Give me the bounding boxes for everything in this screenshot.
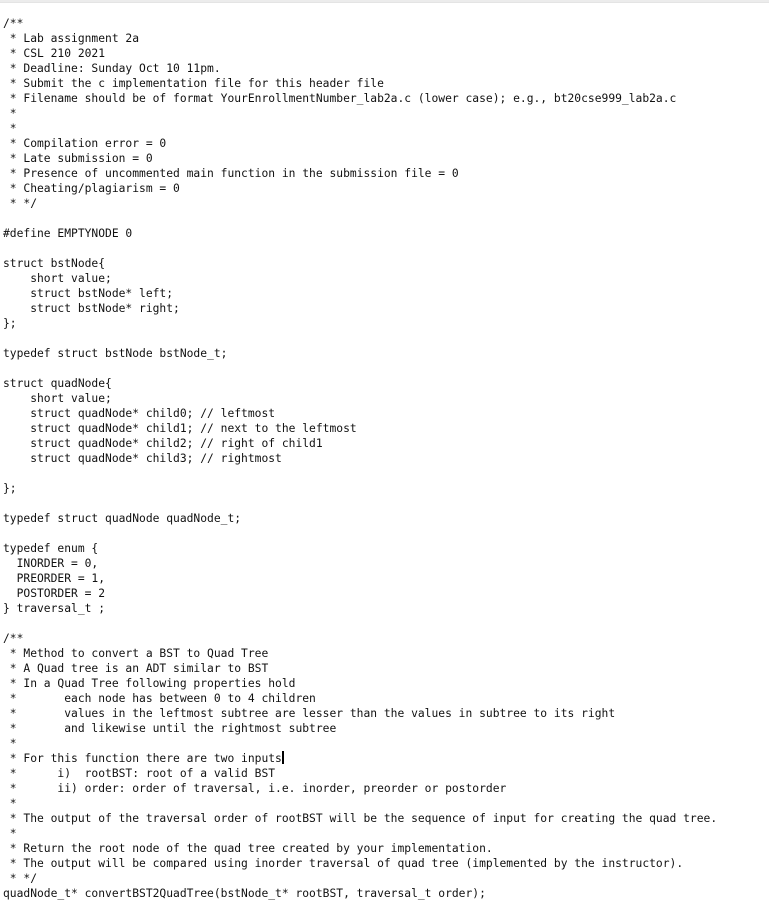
code-line[interactable] xyxy=(3,661,767,676)
code-line-text: PREORDER = 1, xyxy=(3,572,106,585)
code-line-text: struct quadNode{ xyxy=(3,377,112,390)
code-line[interactable] xyxy=(3,391,767,406)
code-line[interactable] xyxy=(3,601,767,616)
code-line-text: * ii) order: order of traversal, i.e. inorder, preorder or postorder xyxy=(3,782,507,795)
code-line-text: quadNode_t* convertBST2QuadTree(bstNode_t* rootBST, traversal_t order); xyxy=(3,887,486,900)
code-line[interactable] xyxy=(3,76,767,91)
code-line[interactable] xyxy=(3,751,767,766)
code-line[interactable] xyxy=(3,346,767,361)
code-line-text: #define EMPTYNODE 0 xyxy=(3,227,133,240)
code-line-text: typedef enum { xyxy=(3,542,99,555)
code-line[interactable] xyxy=(3,691,767,706)
code-line-text: typedef struct quadNode quadNode_t; xyxy=(3,512,242,525)
code-line-text: struct bstNode* left; xyxy=(3,287,174,300)
code-line-text: * xyxy=(3,107,17,120)
code-line-text: * Cheating/plagiarism = 0 xyxy=(3,182,180,195)
code-line-text: }; xyxy=(3,317,17,330)
code-line[interactable] xyxy=(3,166,767,181)
code-line[interactable] xyxy=(3,61,767,76)
code-line-text: }; xyxy=(3,482,17,495)
code-line-text: * Return the root node of the quad tree created by your implementation. xyxy=(3,842,493,855)
code-line[interactable] xyxy=(3,241,767,256)
code-line[interactable] xyxy=(3,16,767,31)
code-line-text: * Deadline: Sunday Oct 10 11pm. xyxy=(3,62,221,75)
code-line[interactable] xyxy=(3,886,767,901)
code-line[interactable] xyxy=(3,571,767,586)
code-line[interactable] xyxy=(3,526,767,541)
code-line-text: * Submit the c implementation file for this header file xyxy=(3,77,384,90)
code-line[interactable] xyxy=(3,316,767,331)
code-line[interactable] xyxy=(3,361,767,376)
code-line-text: struct bstNode* right; xyxy=(3,302,180,315)
code-line[interactable] xyxy=(3,811,767,826)
code-line[interactable] xyxy=(3,646,767,661)
code-line-text: * A Quad tree is an ADT similar to BST xyxy=(3,662,269,675)
code-line-text: * */ xyxy=(3,197,38,210)
code-line-text: * xyxy=(3,827,17,840)
code-line[interactable] xyxy=(3,541,767,556)
code-line[interactable] xyxy=(3,286,767,301)
code-line-text: struct quadNode* child3; // rightmost xyxy=(3,452,282,465)
code-line-text: INORDER = 0, xyxy=(3,557,99,570)
code-line[interactable] xyxy=(3,781,767,796)
code-line[interactable] xyxy=(3,616,767,631)
code-line-text: * The output of the traversal order of rootBST will be the sequence of input for creating the quad tree. xyxy=(3,812,718,825)
code-line[interactable] xyxy=(3,466,767,481)
code-line[interactable] xyxy=(3,556,767,571)
code-line[interactable] xyxy=(3,706,767,721)
code-line-text: short value; xyxy=(3,272,112,285)
code-line-text: /** xyxy=(3,632,24,645)
code-line[interactable] xyxy=(3,331,767,346)
code-line[interactable] xyxy=(3,106,767,121)
code-line-text: * Lab assignment 2a xyxy=(3,32,140,45)
code-line[interactable] xyxy=(3,586,767,601)
code-line-text: * */ xyxy=(3,872,38,885)
code-line-text: * For this function there are two inputs xyxy=(3,752,282,765)
code-line-text: * Compilation error = 0 xyxy=(3,137,167,150)
code-line-text: * The output will be compared using inorder traversal of quad tree (implemented by the instructor). xyxy=(3,857,684,870)
code-line-text: * xyxy=(3,797,17,810)
code-line[interactable] xyxy=(3,676,767,691)
code-line-text: * xyxy=(3,122,17,135)
code-line[interactable] xyxy=(3,256,767,271)
code-line[interactable] xyxy=(3,631,767,646)
code-line-text: * Method to convert a BST to Quad Tree xyxy=(3,647,269,660)
code-line[interactable] xyxy=(3,211,767,226)
code-line[interactable] xyxy=(3,826,767,841)
code-line[interactable] xyxy=(3,136,767,151)
code-line-text: POSTORDER = 2 xyxy=(3,587,106,600)
code-line[interactable] xyxy=(3,511,767,526)
text-cursor xyxy=(282,751,284,764)
code-line[interactable] xyxy=(3,121,767,136)
code-line-text: * In a Quad Tree following properties hold xyxy=(3,677,296,690)
window-top-border xyxy=(0,0,769,3)
code-line[interactable] xyxy=(3,766,767,781)
code-line-text: } traversal_t ; xyxy=(3,602,106,615)
code-line-text: struct quadNode* child2; // right of child1 xyxy=(3,437,323,450)
code-line[interactable] xyxy=(3,721,767,736)
code-line[interactable] xyxy=(3,736,767,751)
code-line[interactable] xyxy=(3,481,767,496)
code-line[interactable] xyxy=(3,421,767,436)
code-line[interactable] xyxy=(3,451,767,466)
code-line-text: * values in the leftmost subtree are lesser than the values in subtree to its right xyxy=(3,707,616,720)
code-line[interactable] xyxy=(3,841,767,856)
code-line-text: typedef struct bstNode bstNode_t; xyxy=(3,347,228,360)
code-line-text: * Presence of uncommented main function in the submission file = 0 xyxy=(3,167,459,180)
code-line-text: short value; xyxy=(3,392,112,405)
code-line[interactable] xyxy=(3,271,767,286)
code-line[interactable] xyxy=(3,496,767,511)
code-line[interactable] xyxy=(3,796,767,811)
code-line-text: * Filename should be of format YourEnrollmentNumber_lab2a.c (lower case); e.g., bt20cse999_lab2a.c xyxy=(3,92,677,105)
code-line[interactable] xyxy=(3,376,767,391)
code-line[interactable] xyxy=(3,181,767,196)
code-editor[interactable] xyxy=(3,16,767,901)
code-line[interactable] xyxy=(3,436,767,451)
code-line[interactable] xyxy=(3,91,767,106)
code-line-text: * and likewise until the rightmost subtree xyxy=(3,722,337,735)
code-line[interactable] xyxy=(3,31,767,46)
code-line-text: /** xyxy=(3,17,24,30)
code-line-text: * Late submission = 0 xyxy=(3,152,153,165)
code-line-text: * each node has between 0 to 4 children xyxy=(3,692,316,705)
code-line[interactable] xyxy=(3,406,767,421)
code-line[interactable] xyxy=(3,301,767,316)
code-line-text: * CSL 210 2021 xyxy=(3,47,106,60)
code-line[interactable] xyxy=(3,46,767,61)
code-line-text: * xyxy=(3,737,17,750)
code-line[interactable] xyxy=(3,226,767,241)
code-line-text: * i) rootBST: root of a valid BST xyxy=(3,767,276,780)
code-line[interactable] xyxy=(3,871,767,886)
code-line[interactable] xyxy=(3,196,767,211)
code-line-text: struct bstNode{ xyxy=(3,257,106,270)
code-line[interactable] xyxy=(3,151,767,166)
code-line-text: struct quadNode* child1; // next to the leftmost xyxy=(3,422,357,435)
code-line-text: struct quadNode* child0; // leftmost xyxy=(3,407,276,420)
code-line[interactable] xyxy=(3,856,767,871)
